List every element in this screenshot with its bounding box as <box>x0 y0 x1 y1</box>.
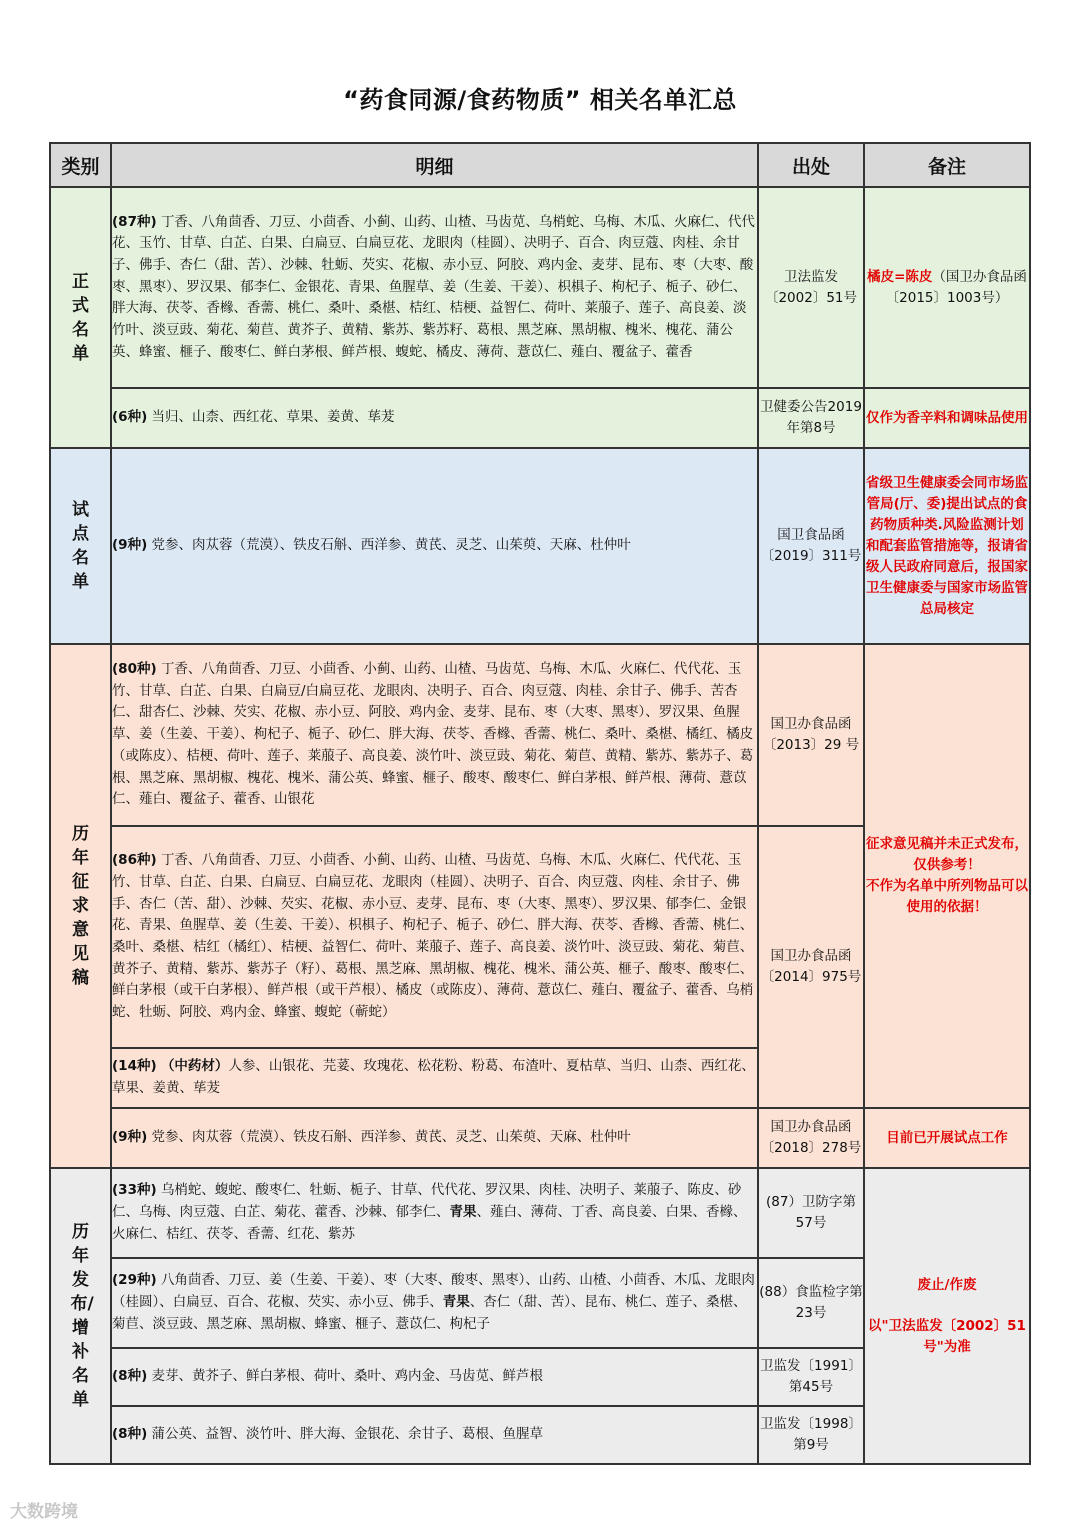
source-cell: 卫健委公告2019年第8号 <box>758 388 864 448</box>
note-cell: 征求意见稿并未正式发布，仅供参考！ 不作为名单中所列物品可以使用的依据！ <box>864 644 1030 1108</box>
category-pilot: 试点名单 <box>50 448 111 644</box>
source-cell: 卫法监发〔2002〕51号 <box>758 187 864 388</box>
note-cell: 废止/作废 以"卫法监发〔2002〕51号"为准 <box>864 1168 1030 1464</box>
header-source: 出处 <box>758 143 864 187</box>
source-cell: 国卫食品函〔2019〕311号 <box>758 448 864 644</box>
table-row <box>50 388 1030 448</box>
table-row <box>50 1108 1030 1168</box>
detail-cell: (9种) 党参、肉苁蓉（荒漠）、铁皮石斛、西洋参、黄芪、灵芝、山茱萸、天麻、杜仲叶 <box>111 1108 758 1168</box>
source-cell: (87）卫防字第57号 <box>758 1168 864 1258</box>
detail-cell: (8种) 蒲公英、益智、淡竹叶、胖大海、金银花、余甘子、葛根、鱼腥草 <box>111 1406 758 1464</box>
source-cell: 卫监发〔1991〕第45号 <box>758 1348 864 1406</box>
category-formal: 正式名单 <box>50 187 111 448</box>
note-cell: 省级卫生健康委会同市场监管局(厅、委)提出试点的食药物质种类.风险监测计划和配套监管措施等，报请省级人民政府同意后，报国家卫生健康委与国家市场监管总局核定 <box>864 448 1030 644</box>
note-cell: 仅作为香辛料和调味品使用 <box>864 388 1030 448</box>
header-note: 备注 <box>864 143 1030 187</box>
table-row <box>50 448 1030 644</box>
detail-cell: (6种) 当归、山柰、西红花、草果、姜黄、荜茇 <box>111 388 758 448</box>
category-draft: 历年征求意见稿 <box>50 644 111 1168</box>
detail-cell: (29种) 八角茴香、刀豆、姜（生姜、干姜）、枣（大枣、酸枣、黑枣）、山药、山楂、小茴香、木瓜、龙眼肉（桂圆）、白扁豆、百合、花椒、芡实、赤小豆、佛手、青果、杏仁（甜、苦）、昆布、桃仁、莲子、桑椹、菊苣、淡豆豉、黑芝麻、黑胡椒、蜂蜜、榧子、薏苡仁、枸杞子 <box>111 1258 758 1348</box>
table-row <box>50 1168 1030 1258</box>
category-published: 历年发布/增补名单 <box>50 1168 111 1464</box>
header-category: 类别 <box>50 143 111 187</box>
detail-cell: (9种) 党参、肉苁蓉（荒漠）、铁皮石斛、西洋参、黄芪、灵芝、山茱萸、天麻、杜仲叶 <box>111 448 758 644</box>
source-cell: 国卫办食品函〔2013〕29 号 <box>758 644 864 826</box>
source-cell: 卫监发〔1998〕第9号 <box>758 1406 864 1464</box>
page-title: “药食同源/食药物质” 相关名单汇总 <box>343 86 737 114</box>
source-cell: 国卫办食品函〔2014〕975号 <box>758 826 864 1108</box>
detail-cell: (80种) 丁香、八角茴香、刀豆、小茴香、小蓟、山药、山楂、马齿苋、乌梅、木瓜、火麻仁、代代花、玉竹、甘草、白芷、白果、白扁豆/白扁豆花、龙眼肉、决明子、百合、肉豆蔻、肉桂、余甘子、佛手、苦杏仁、甜杏仁、沙棘、芡实、花椒、赤小豆、阿胶、鸡内金、麦芽、昆布、枣（大枣、黑枣）、罗汉果、鱼腥草、姜（生姜、干姜）、枸杞子、栀子、砂仁、胖大海、茯苓、香橼、香薷、桃仁、桑叶、桑椹、橘红、橘皮（或陈皮）、桔梗、荷叶、莲子、莱菔子、高良姜、淡竹叶、淡豆豉、菊花、菊苣、黄精、紫苏、紫苏子、葛根、黑芝麻、黑胡椒、槐花、槐米、蒲公英、蜂蜜、榧子、酸枣、酸枣仁、鲜白茅根、鲜芦根、薄荷、薏苡仁、薤白、覆盆子、藿香、山银花 <box>111 644 758 826</box>
detail-cell: (87种) 丁香、八角茴香、刀豆、小茴香、小蓟、山药、山楂、马齿苋、乌梢蛇、乌梅、木瓜、火麻仁、代代花、玉竹、甘草、白芷、白果、白扁豆、白扁豆花、龙眼肉（桂圆）、决明子、百合、肉豆蔻、肉桂、余甘子、佛手、杏仁（甜、苦）、沙棘、牡蛎、芡实、花椒、赤小豆、阿胶、鸡内金、麦芽、昆布、枣（大枣、酸枣、黑枣）、罗汉果、郁李仁、金银花、青果、鱼腥草、姜（生姜、干姜）、枳椇子、枸杞子、栀子、砂仁、胖大海、茯苓、香橼、香薷、桃仁、桑叶、桑椹、桔红、桔梗、益智仁、荷叶、莱菔子、莲子、高良姜、淡竹叶、淡豆豉、菊花、菊苣、黄芥子、黄精、紫苏、紫苏籽、葛根、黑芝麻、黑胡椒、槐米、槐花、蒲公英、蜂蜜、榧子、酸枣仁、鲜白茅根、鲜芦根、蝮蛇、橘皮、薄荷、薏苡仁、薤白、覆盆子、藿香 <box>111 187 758 388</box>
table-header-row <box>50 143 1030 187</box>
note-cell: 橘皮=陈皮（国卫办食品函〔2015〕1003号） <box>864 187 1030 388</box>
table-row <box>50 644 1030 826</box>
table-row <box>50 187 1030 388</box>
source-cell: 国卫办食品函〔2018〕278号 <box>758 1108 864 1168</box>
detail-cell: (8种) 麦芽、黄芥子、鲜白茅根、荷叶、桑叶、鸡内金、马齿苋、鲜芦根 <box>111 1348 758 1406</box>
detail-cell: (14种) （中药材）人参、山银花、芫荽、玫瑰花、松花粉、粉葛、布渣叶、夏枯草、当归、山柰、西红花、草果、姜黄、荜茇 <box>111 1048 758 1108</box>
source-cell: (88）食监检字第23号 <box>758 1258 864 1348</box>
footer-logo: 大数跨境 <box>10 1502 78 1522</box>
summary-table <box>49 142 1031 1465</box>
detail-cell: (86种) 丁香、八角茴香、刀豆、小茴香、小蓟、山药、山楂、马齿苋、乌梅、木瓜、火麻仁、代代花、玉竹、甘草、白芷、白果、白扁豆、白扁豆花、龙眼肉（桂圆）、决明子、百合、肉豆蔻、肉桂、余甘子、佛手、杏仁（苦、甜）、沙棘、芡实、花椒、赤小豆、麦芽、昆布、枣（大枣、黑枣）、罗汉果、郁李仁、金银花、青果、鱼腥草、姜（生姜、干姜）、枳椇子、枸杞子、栀子、砂仁、胖大海、茯苓、香橼、香薷、桃仁、桑叶、桑椹、桔红（橘红）、桔梗、益智仁、荷叶、莱菔子、莲子、高良姜、淡竹叶、淡豆豉、菊花、菊苣、黄芥子、黄精、紫苏、紫苏子（籽）、葛根、黑芝麻、黑胡椒、槐花、槐米、蒲公英、榧子、酸枣、酸枣仁、鲜白茅根（或干白茅根）、鲜芦根（或干芦根）、橘皮（或陈皮）、薄荷、薏苡仁、薤白、覆盆子、藿香、乌梢蛇、牡蛎、阿胶、鸡内金、蜂蜜、蝮蛇（蕲蛇） <box>111 826 758 1048</box>
header-detail: 明细 <box>111 143 758 187</box>
detail-cell: (33种) 乌梢蛇、蝮蛇、酸枣仁、牡蛎、栀子、甘草、代代花、罗汉果、肉桂、决明子、莱菔子、陈皮、砂仁、乌梅、肉豆蔻、白芷、菊花、藿香、沙棘、郁李仁、青果、薤白、薄荷、丁香、高良姜、白果、香橼、火麻仁、桔红、茯苓、香薷、红花、紫苏 <box>111 1168 758 1258</box>
note-cell: 目前已开展试点工作 <box>864 1108 1030 1168</box>
